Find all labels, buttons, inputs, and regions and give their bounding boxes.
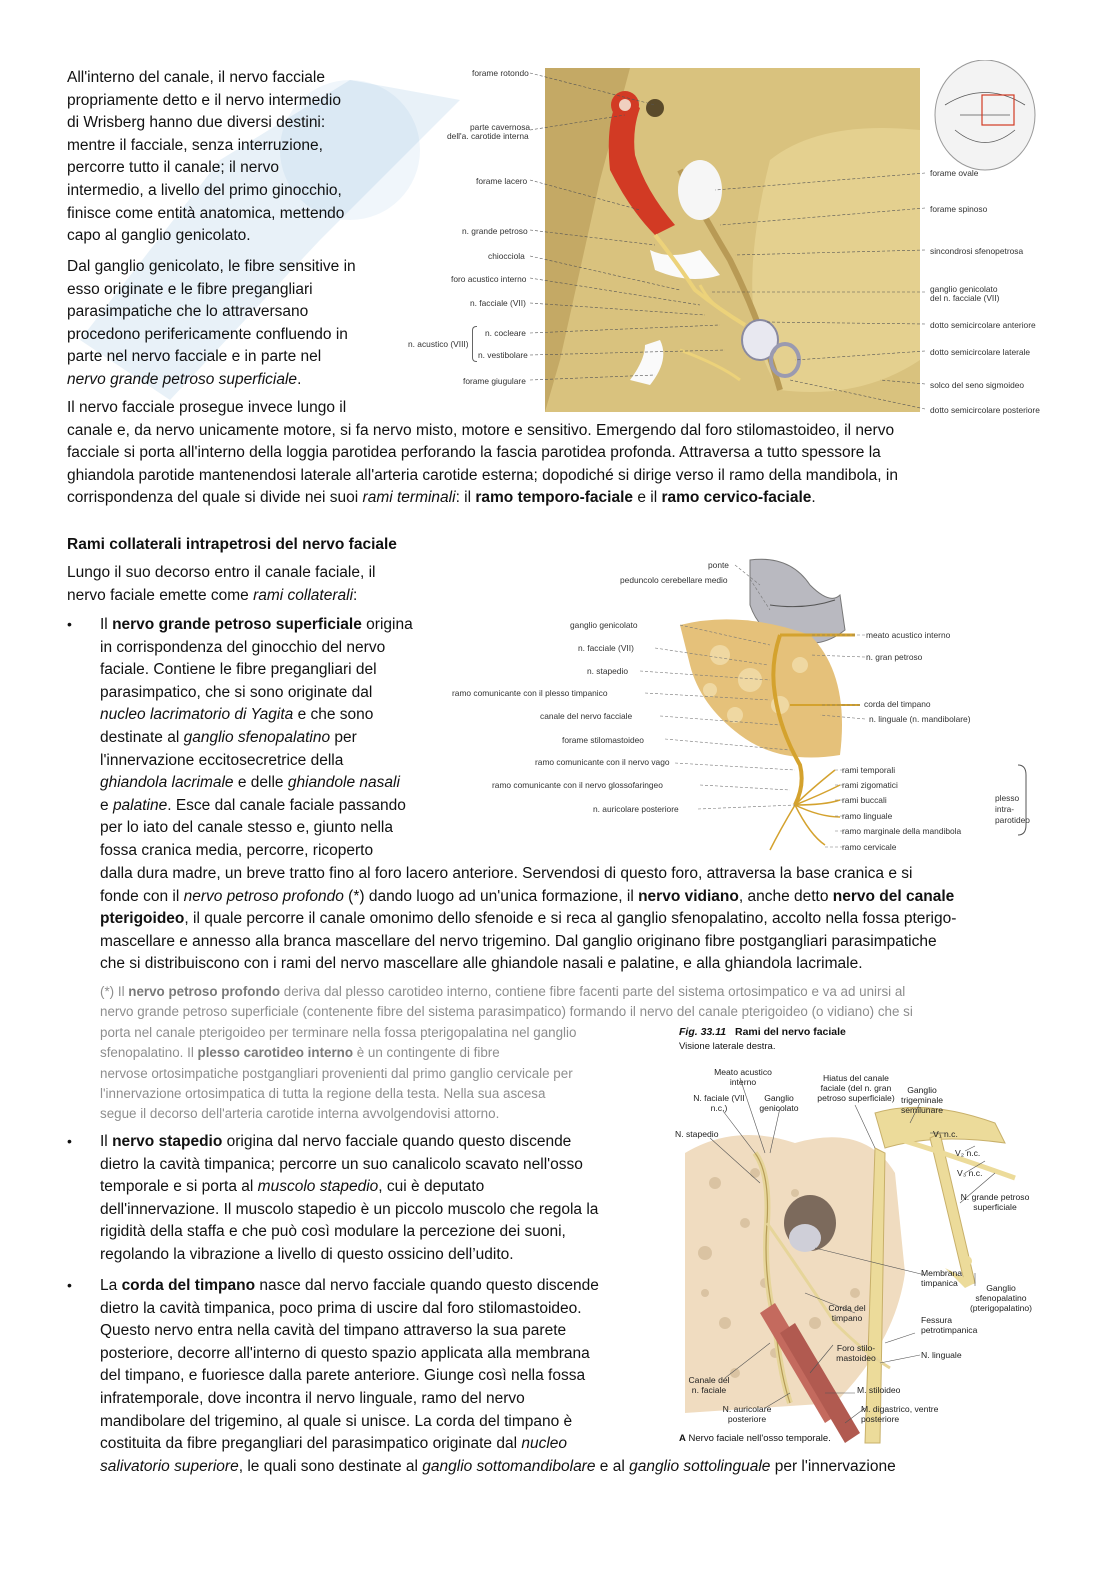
t: , il quale percorre il canale omonimo dello sfenoide e si reca al ganglio sfenopalatino, accolto nella fossa pterigo- <box>184 910 957 928</box>
text-line: All'interno del canale, il nervo facciale <box>67 69 325 86</box>
label-dotto-posteriore: dotto semicircolare posteriore <box>930 405 1040 415</box>
text-line: ghiandola parotide mantenendosi laterale all'arteria carotide esterna; dopodiché si dirige verso il ramo della mandibola, in <box>67 466 898 484</box>
label-stapedio: n. stapedio <box>587 666 628 676</box>
label-solco-sigmoideo: solco del seno sigmoideo <box>930 380 1025 390</box>
t: La <box>100 1277 122 1294</box>
label-forame-stilomastoideo: forame stilomastoideo <box>562 735 644 745</box>
text-line: procedono perifericamente confluendo in <box>67 325 348 343</box>
t: nasce dal nervo facciale quando questo discende <box>255 1277 599 1294</box>
label-digastrico: M. digastrico, ventre posteriore <box>861 1404 939 1424</box>
label-corda-timpano: corda del timpano <box>864 699 931 709</box>
text-line <box>100 1433 670 1456</box>
t: e delle <box>233 774 288 792</box>
t: salivatorio superiore <box>100 1458 239 1475</box>
label-facciale-vii: n. facciale (VII) <box>470 298 526 308</box>
t: origina dal nervo facciale quando questo discende <box>222 1133 572 1150</box>
intro-paragraph-1 <box>67 67 397 248</box>
figure-bottom-caption <box>679 1433 831 1444</box>
t: ganglio sottolinguale <box>629 1458 771 1475</box>
figure-temporal-bone <box>675 1023 1065 1453</box>
text-line <box>100 704 450 727</box>
t: Il <box>100 1133 113 1150</box>
label-rami-buccali: rami buccali <box>842 795 887 805</box>
t: rami collaterali <box>253 586 354 604</box>
caption-number: Fig. 33.11 <box>679 1026 727 1038</box>
text-line <box>100 1456 1060 1479</box>
text-line: fossa cranica media, percorre, ricoperto <box>100 841 374 859</box>
t: costituita da fibre pregangliari del parasimpatico originate dal <box>100 1435 522 1453</box>
text-line: intermedio, a livello del primo ginocchio, <box>67 181 342 199</box>
text-line: per lo iato del canale stesso e, giunto nella <box>100 819 393 837</box>
text-line <box>100 727 450 750</box>
t: per l'innervazione <box>770 1458 896 1475</box>
italic-term: nervo grande petroso superficiale <box>67 370 298 388</box>
label-ramo-linguale: ramo linguale <box>842 811 893 821</box>
text-line: regolando la vibrazione a livello di questo ossicino dell’udito. <box>100 1245 514 1263</box>
label-meato-acustico-3: Meato acustico interno <box>714 1067 772 1087</box>
label-auricolare-posteriore: n. auricolare posteriore <box>593 804 679 814</box>
text-line: finisce come entità anatomica, mettendo <box>67 204 345 222</box>
label-carotide-interna: dell'a. carotide interna <box>447 131 529 141</box>
text-line <box>100 886 1060 909</box>
t: nervo grande petroso superficiale <box>112 616 362 633</box>
label-foro-stilo: Foro stilo-mastoideo <box>836 1343 876 1363</box>
bullet-marker: • <box>67 1277 72 1293</box>
text-line: nervose ortosimpatiche postgangliari provenienti dal primo ganglio cervicale per <box>100 1065 573 1081</box>
text-line: esso originate e le fibre pregangliari <box>67 280 313 298</box>
t: ghiandole nasali <box>287 774 400 792</box>
t: , cui è deputato <box>378 1178 485 1196</box>
t: nervo del canale <box>832 887 955 905</box>
punct: . <box>297 370 302 388</box>
t: e il <box>633 489 662 507</box>
label-ganglio-genicolato: ganglio genicolato <box>930 284 998 294</box>
label-stiloideo: M. stiloideo <box>857 1385 901 1395</box>
text-line: segue il decorso dell'arteria carotide interna avvolgendovisi attorno. <box>100 1106 500 1122</box>
bullet-marker: • <box>67 616 72 632</box>
t: intra- <box>995 804 1015 814</box>
t: nucleo lacrimatorio di Yagita <box>100 706 294 724</box>
intro-paragraph-2 <box>67 256 397 392</box>
t: nervo vidiano <box>638 887 739 905</box>
label-rami-temporali: rami temporali <box>842 765 896 775</box>
text-line: porta nel canale pterigoideo per terminare nella fossa pterigopalatina nel ganglio <box>100 1024 577 1040</box>
label-forame-ovale: forame ovale <box>930 168 979 178</box>
facial-nerve-illustration <box>450 555 1050 860</box>
text-line: Questo nervo entra nella cavità del timpano attraverso la sua parete <box>100 1322 567 1340</box>
label-rami-zigomatici: rami zigomatici <box>842 780 898 790</box>
bullet-grande-petroso-cont <box>100 863 1060 976</box>
text-line <box>100 908 1060 931</box>
text-line <box>100 772 450 795</box>
text-line <box>100 795 450 818</box>
text-line: l'innervazione ortosimpatica di tutta la regione della testa. Nella sua ascesa <box>100 1086 546 1102</box>
bullet-corda-timpano <box>100 1275 670 1456</box>
text-line: capo al ganglio genicolato. <box>67 227 251 245</box>
t: e <box>100 796 113 814</box>
t: nervo petroso profondo <box>128 984 281 999</box>
text-line <box>100 982 1060 1002</box>
t: . <box>811 489 816 507</box>
t: origina <box>361 616 413 633</box>
caption-subtitle: Visione laterale destra. <box>679 1041 776 1052</box>
label-canale-facciale: canale del nervo facciale <box>540 711 633 721</box>
section-heading: Rami collaterali intrapetrosi del nervo faciale <box>67 536 397 553</box>
text-line: infratemporale, dove incontra il nervo linguale, ramo del nervo <box>100 1389 525 1407</box>
label-foro-acustico: foro acustico interno <box>451 274 527 284</box>
label-parte-cavernosa: parte cavernosa <box>470 122 531 132</box>
text-line: dalla dura madre, un breve tratto fino al foro lacero anteriore. Servendosi di questo foro, attraversa la base cranica e si <box>100 865 913 882</box>
t: fonde con il <box>100 887 184 905</box>
t: pterigoideo <box>100 910 185 928</box>
t: muscolo stapedio <box>257 1178 379 1196</box>
text-line: del timpano, e fuoriesce dalla parete anteriore. Giunge così nella fossa <box>100 1367 586 1385</box>
t: , le quali sono destinate al <box>238 1458 423 1475</box>
caption-text: Nervo faciale nell'osso temporale. <box>688 1433 831 1444</box>
t: rami terminali <box>362 489 456 507</box>
label-comunicante-glosso: ramo comunicante con il nervo glossofaringeo <box>492 780 663 790</box>
t: e al <box>595 1458 630 1475</box>
label-hiatus: Hiatus del canale faciale (del n. gran petroso superficiale) <box>817 1073 895 1103</box>
t: nucleo <box>521 1435 568 1453</box>
text-line: Il nervo facciale prosegue invece lungo il <box>67 399 347 416</box>
text-line: Dal ganglio genicolato, le fibre sensitive in <box>67 258 356 275</box>
bullet-grande-petroso <box>100 614 450 863</box>
t: parotideo <box>995 815 1030 825</box>
t: destinate al <box>100 728 184 746</box>
text-line: rigidità della staffa e che può così modulare la percezione dei suoni, <box>100 1223 566 1241</box>
label-grande-petroso-3: N. grande petroso superficiale <box>960 1192 1030 1212</box>
label-chiocciola: chiocciola <box>488 251 525 261</box>
t: corda del timpano <box>121 1277 256 1294</box>
t: : il <box>455 489 476 507</box>
t: nervo petroso profondo <box>183 887 344 905</box>
t: ramo temporo-faciale <box>475 489 634 507</box>
t: . Esce dal canale faciale passando <box>167 796 406 814</box>
text-line: percorre tutto il canale; il nervo <box>67 159 279 177</box>
text-line <box>100 1131 670 1154</box>
label-meato-acustico: meato acustico interno <box>866 630 951 640</box>
text-line: dietro la cavità timpanica; percorre un suo canalicolo scavato nell'osso <box>100 1155 583 1173</box>
label-nstapedio-3: N. stapedio <box>675 1129 719 1139</box>
label-nfaciale-3: N. faciale (VII n.c.) <box>693 1093 745 1113</box>
t: ramo cervico-faciale <box>661 489 812 507</box>
label-auricolare-3: N. auricolare posteriore <box>722 1404 772 1424</box>
bullet-nervo-stapedio <box>100 1131 670 1267</box>
label-grande-petroso: n. grande petroso <box>462 226 528 236</box>
caption-letter: A <box>679 1433 686 1444</box>
label-facciale-vii-2: n. facciale (VII) <box>578 643 634 653</box>
label-comunicante-timpanico: ramo comunicante con il plesso timpanico <box>452 688 608 698</box>
t: palatine <box>112 796 168 814</box>
text-line <box>67 585 427 608</box>
t: deriva dal plesso carotideo interno, contiene fibre facenti parte del sistema ortosimpatico e va ad unirsi al <box>280 984 906 999</box>
t: per <box>330 728 357 746</box>
label-forame-giugulare: forame giugulare <box>463 376 526 386</box>
label-linguale-mandibolare: n. linguale (n. mandibolare) <box>869 714 971 724</box>
text-line: faciale. Contiene le fibre pregangliari del <box>100 661 377 679</box>
text-line: mentre il facciale, senza interruzione, <box>67 136 323 154</box>
label-ramo-cervicale: ramo cervicale <box>842 842 897 852</box>
text-line: parasimpatico, che si sono originate dal <box>100 683 373 701</box>
label-ganglio-trigeminale: Ganglio trigeminale semilunare <box>900 1085 944 1115</box>
t: ghiandola lacrimale <box>100 774 234 792</box>
text-line: nervo grande petroso superficiale (contenente fibre del sistema parasimpatico) formando il nervo del canale pterigoideo (o vidiano) che si <box>100 1004 913 1020</box>
t: nervo stapedio <box>112 1133 223 1150</box>
section2-intro <box>67 562 427 607</box>
t: , anche detto <box>738 887 833 905</box>
label-plesso <box>995 793 1030 826</box>
t: temporale e si porta al <box>100 1178 258 1196</box>
text-line: l'innervazione eccitosecretrice della <box>100 751 344 769</box>
label-forame-lacero: forame lacero <box>476 176 528 186</box>
label-sincondrosi: sincondrosi sfenopetrosa <box>930 246 1024 256</box>
label-ganglio-genicolato-2: ganglio genicolato <box>570 620 638 630</box>
text-line: mandibolare del trigemino, al quale si unisce. La corda del timpano è <box>100 1412 573 1430</box>
label-membrana: Membrana timpanica <box>921 1268 963 1288</box>
text-line <box>100 614 450 637</box>
label-forame-spinoso: forame spinoso <box>930 204 988 214</box>
t: ganglio sottomandibolare <box>422 1458 596 1475</box>
t: corrispondenza del quale si divide nei suoi <box>67 489 363 507</box>
label-cocleare: n. cocleare <box>485 328 526 338</box>
text-line: dell'innervazione. Il muscolo stapedio è un piccolo muscolo che regola la <box>100 1200 599 1218</box>
text-line: mascellare e annesso alla branca mascellare del nervo trigemino. Dal ganglio originano fibre postgangliari parasimpatiche <box>100 932 937 950</box>
caption-title: Rami del nervo faciale <box>735 1026 846 1038</box>
label-fessura: Fessura petrotimpanica <box>921 1315 978 1335</box>
text-line: facciale si porta all'interno della loggia parotidea perforando la fascia parotidea profonda. Attraversa a tutto spessore la <box>67 444 881 462</box>
t: ganglio sfenopalatino <box>183 728 331 746</box>
label-canale-faciale-3: Canale del n. faciale <box>688 1375 730 1395</box>
text-line <box>100 1176 670 1199</box>
label-ramo-marginale: ramo marginale della mandibola <box>842 826 962 836</box>
t: e che sono <box>293 706 374 724</box>
brace <box>472 326 477 362</box>
text-line <box>100 1275 670 1298</box>
text-line: parte nel nervo facciale e in parte nel <box>67 348 322 366</box>
text-line: posteriore, decorre all'interno di questo spazio applicata alla membrana <box>100 1344 590 1362</box>
figure-skull-base <box>400 60 1050 420</box>
label-del-facciale: del n. facciale (VII) <box>930 293 1000 303</box>
t: plesso <box>995 793 1020 803</box>
label-v3: V₃ n.c. <box>957 1168 983 1178</box>
label-dotto-laterale: dotto semicircolare laterale <box>930 347 1031 357</box>
text-line: parasimpatiche che lo attraversano <box>67 303 309 321</box>
label-dotto-anteriore: dotto semicircolare anteriore <box>930 320 1036 330</box>
t: sfenopalatino. Il <box>100 1045 198 1061</box>
label-ganglio-genicolato-3: Ganglio genicolato <box>759 1093 799 1113</box>
text-line: Lungo il suo decorso entro il canale faciale, il <box>67 564 376 581</box>
text-line: in corrispondenza del ginocchio del nervo <box>100 638 386 656</box>
t: nervo faciale emette come <box>67 586 254 604</box>
label-v2: V₂ n.c. <box>955 1148 981 1158</box>
text-line: propriamente detto e il nervo intermedio <box>67 91 341 109</box>
label-nlinguale-3: N. linguale <box>921 1350 962 1360</box>
label-comunicante-vago: ramo comunicante con il nervo vago <box>535 757 670 767</box>
label-v1: V₁ n.c. <box>933 1129 958 1139</box>
label-ponte: ponte <box>708 560 729 570</box>
figure-facial-nerve-branches <box>450 555 1050 860</box>
t: (*) dando luogo ad un'unica formazione, il <box>343 887 639 905</box>
t: : <box>353 586 358 604</box>
bullet-corda-timpano-cont <box>100 1456 1060 1479</box>
label-acustico-viii: n. acustico (VIII) <box>408 339 469 349</box>
label-gran-petroso: n. gran petroso <box>866 652 923 662</box>
skull-base-illustration <box>400 60 1050 420</box>
text-line: che si distribuiscono con i rami del nervo mascellare alle ghiandole nasali e palatine, e alla ghiandola lacrimale. <box>100 955 863 973</box>
t: plesso carotideo interno <box>197 1045 354 1061</box>
t: (*) Il <box>100 984 129 999</box>
text-line: di Wrisberg hanno due diversi destini: <box>67 114 326 132</box>
t: è un contingente di fibre <box>353 1045 500 1061</box>
text-line <box>67 487 1047 510</box>
label-vestibolare: n. vestibolare <box>478 350 528 360</box>
text-line: dietro la cavità timpanica, poco prima di uscire dal foro stilomastoideo. <box>100 1299 582 1317</box>
label-forame-rotondo: forame rotondo <box>472 68 529 78</box>
text-line: canale e, da nervo unicamente motore, si fa nervo misto, motore e sensitivo. Emergendo dal foro stilomastoideo, il nervo <box>67 421 895 439</box>
label-sfenopalatino: Ganglio sfenopalatino (pterigopalatino) <box>969 1283 1033 1313</box>
label-peduncolo: peduncolo cerebellare medio <box>620 575 728 585</box>
bullet-marker: • <box>67 1133 72 1149</box>
label-corda-timpano-3: Corda del timpano <box>828 1303 866 1323</box>
t: Il <box>100 616 113 633</box>
